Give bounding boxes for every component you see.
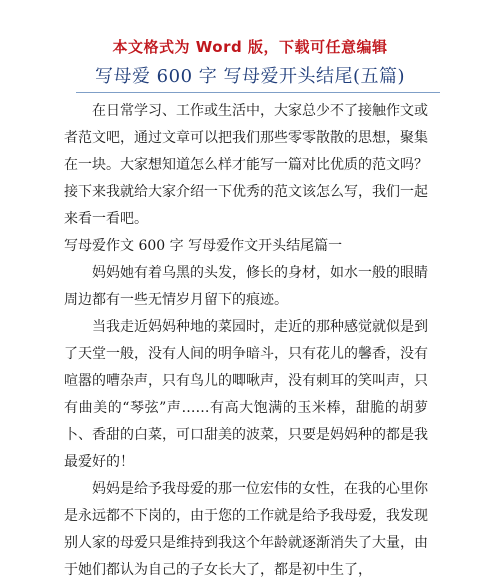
title-divider	[76, 92, 440, 93]
body-paragraph: 妈妈是给予我母爱的那一位宏伟的女性，在我的心里你是永远都不下岗的，由于您的工作就是给予我母爱，我发现别人家的母爱只是维持到我这个年龄就逐渐消失了大量，由于她们都认为自己的子女长大了，都是初中生了，	[64, 481, 428, 578]
section-heading: 写母爱作文 600 字 写母爱作文开头结尾篇一	[64, 238, 343, 254]
body-paragraph: 妈妈她有着乌黑的头发，修长的身材，如水一般的眼睛周边都有一些无情岁月留下的痕迹。	[64, 265, 428, 308]
document-title: 写母爱 600 字 写母爱开头结尾(五篇)	[94, 66, 406, 87]
body-paragraph: 当我走近妈妈种地的菜园时，走近的那种感觉就似是到了天堂一般，没有人间的明争暗斗，只有花儿的馨香，没有喧嚣的嘈杂声，只有鸟儿的唧啾声，没有刺耳的笑叫声，只有曲美的“琴弦”声……有高大饱满的玉米棒，甜脆的胡萝卜、香甜的白菜，可口甜美的波菜，只要是妈妈种的都是我最爱好的！	[64, 319, 428, 470]
intro-paragraph: 在日常学习、工作或生活中，大家总少不了接触作文或者范文吧，通过文章可以把我们那些零零散散的思想，聚集在一块。大家想知道怎么样才能写一篇对比优质的范文吗？接下来我就给大家介绍一下优秀的范文该怎么写，我们一起来看一看吧。	[64, 103, 428, 227]
document-body	[64, 98, 428, 584]
download-notice: 本文格式为 Word 版，下载可任意编辑	[112, 38, 388, 56]
